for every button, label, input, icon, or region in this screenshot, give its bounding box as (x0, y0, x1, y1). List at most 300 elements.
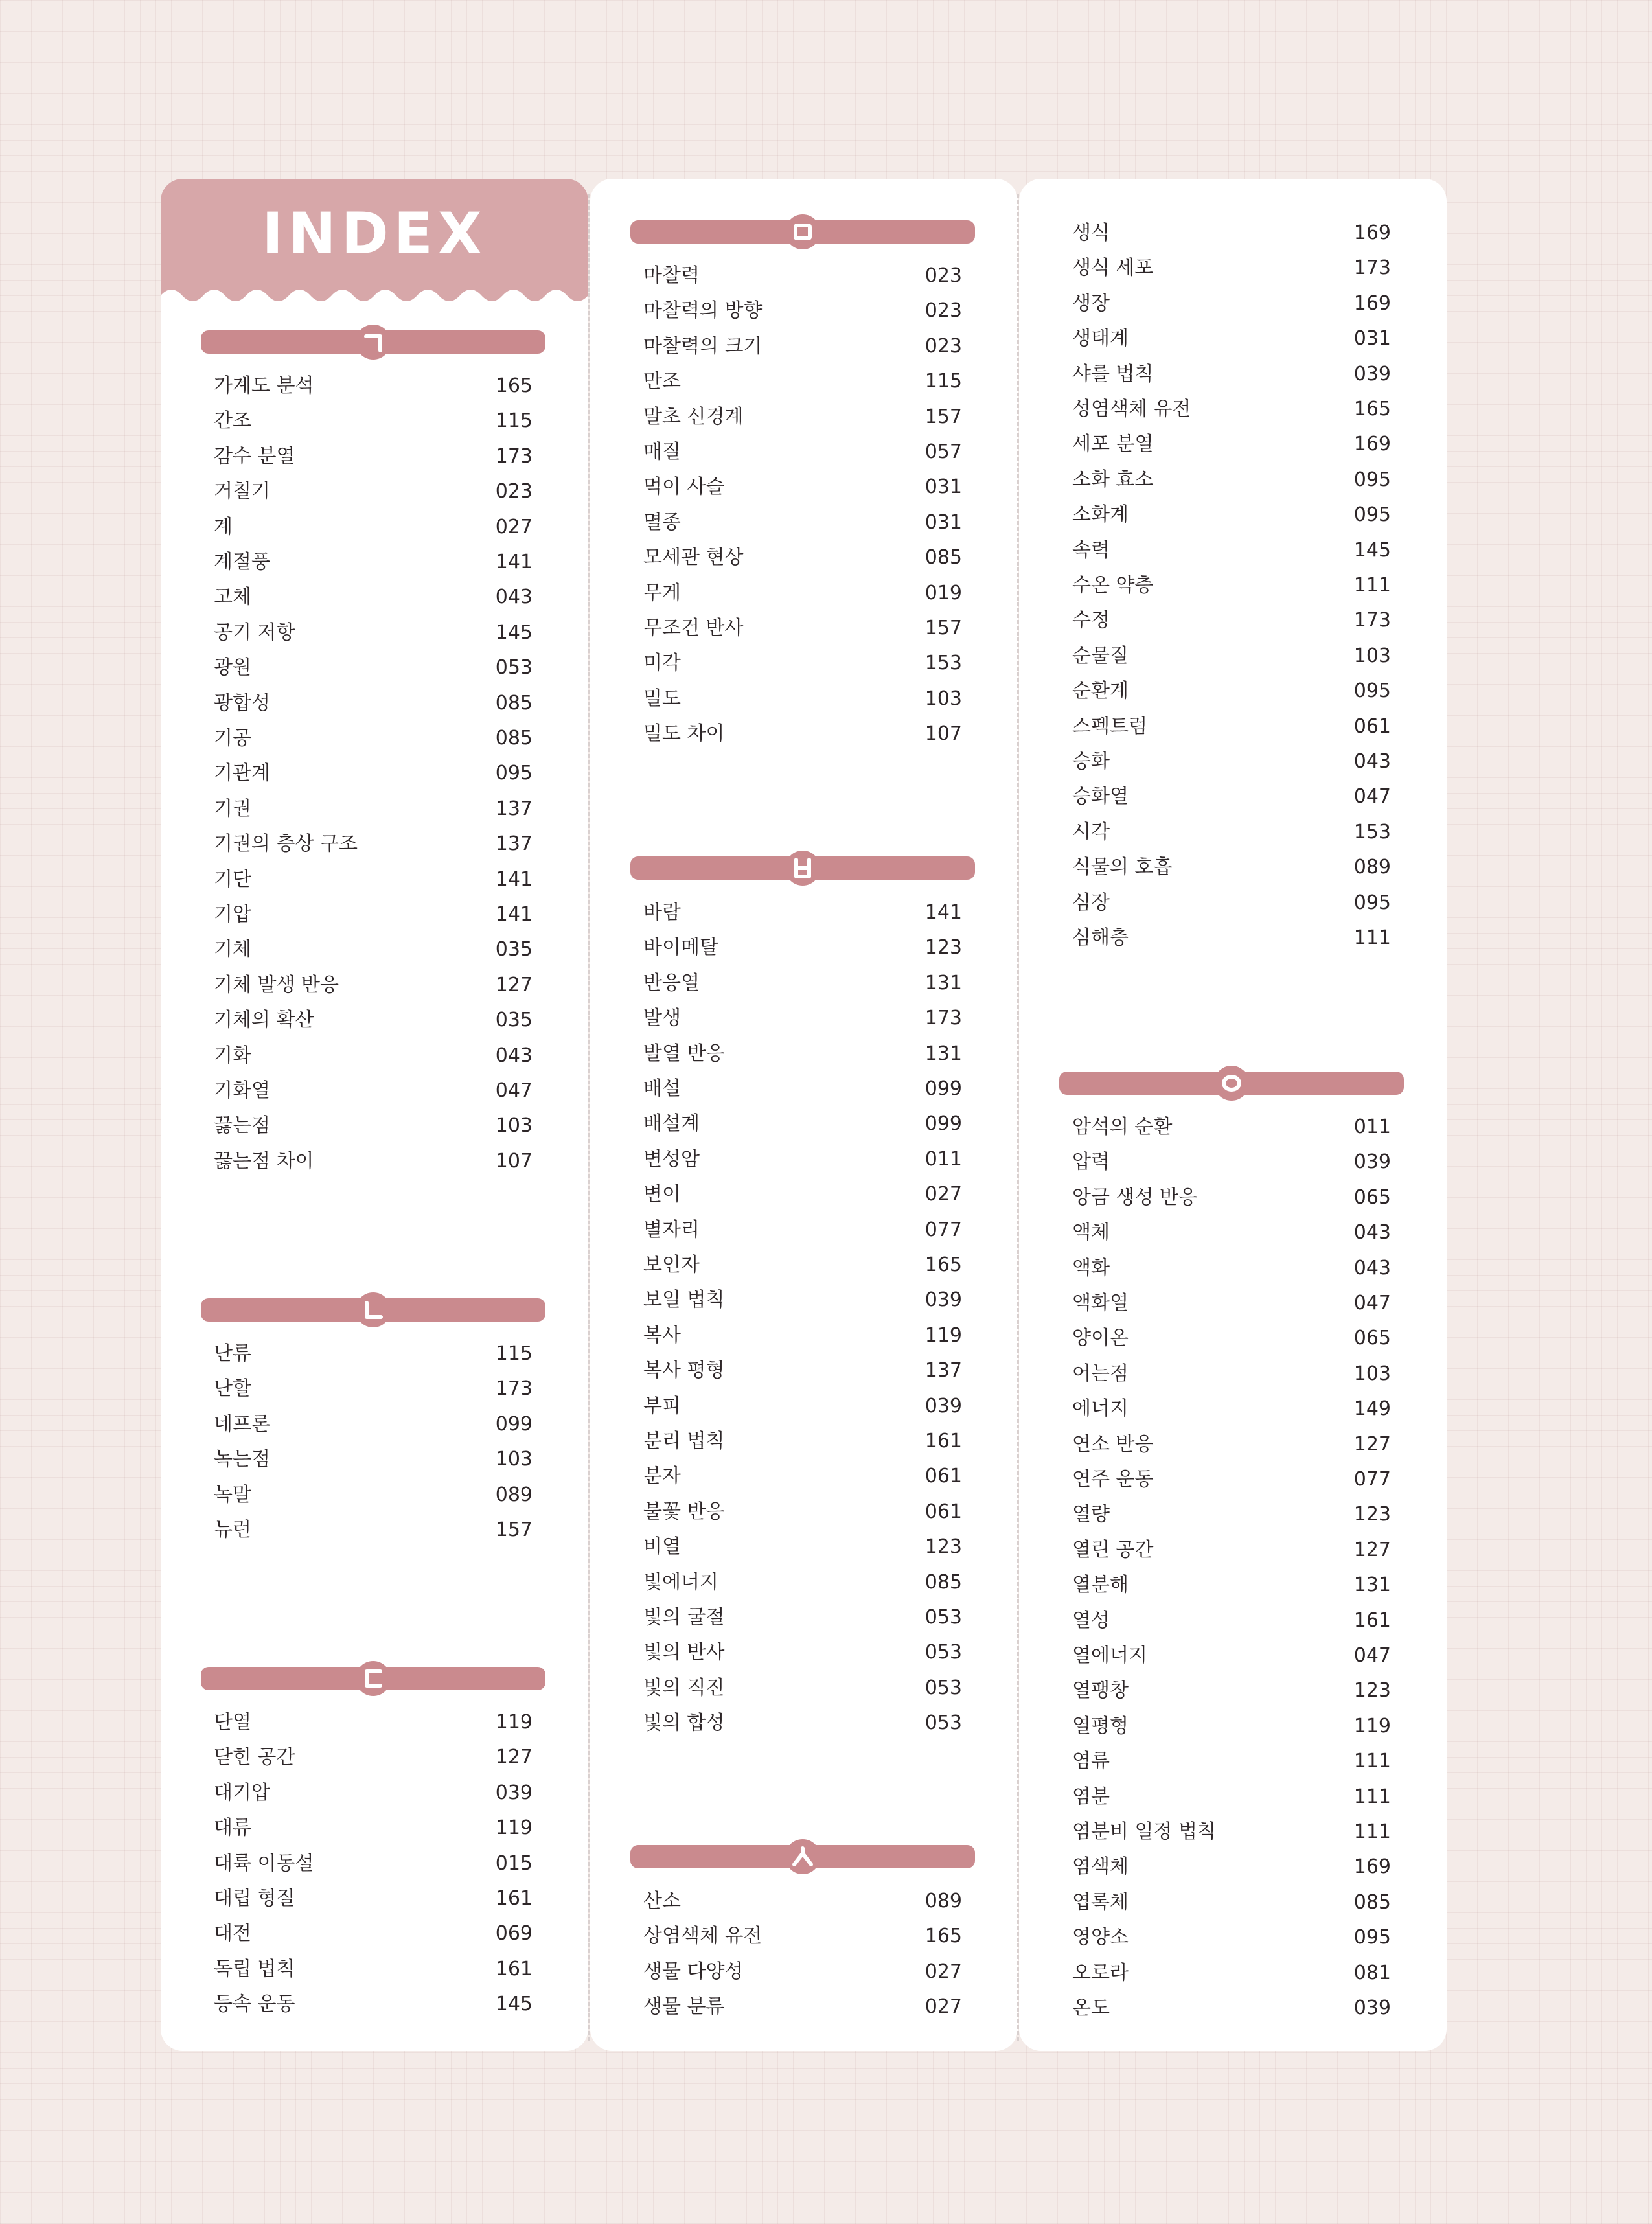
index-entry (1072, 1603, 1391, 1638)
entry-term: 무게 (643, 581, 681, 604)
index-entry (214, 1003, 533, 1038)
entry-page-number: 053 (924, 1712, 962, 1735)
entry-term: 계 (214, 515, 233, 538)
entry-page-number: 023 (495, 480, 533, 503)
entry-page-number: 039 (924, 1394, 962, 1417)
entry-term: 생식 (1072, 222, 1110, 244)
index-entry (643, 1530, 962, 1565)
index-entry (643, 1142, 962, 1177)
index-entry (643, 1248, 962, 1283)
index-entry (643, 1919, 962, 1954)
entry-page-number: 047 (1353, 785, 1391, 808)
index-entry (214, 404, 533, 439)
entry-term: 심해층 (1072, 926, 1129, 949)
index-entry (1072, 251, 1391, 286)
index-entry (214, 439, 533, 474)
entry-term: 수온 약층 (1072, 574, 1154, 597)
entry-page-number: 085 (495, 727, 533, 750)
entry-page-number: 165 (1353, 398, 1391, 420)
entry-term: 수정 (1072, 609, 1110, 632)
entry-term: 산소 (643, 1890, 681, 1912)
entry-page-number: 149 (1353, 1397, 1391, 1421)
entry-page-number: 165 (924, 1925, 962, 1948)
index-entry (643, 1283, 962, 1318)
entry-term: 모세관 현상 (643, 546, 744, 569)
entry-term: 성염색체 유전 (1072, 398, 1191, 420)
entry-page-number: 115 (495, 1342, 533, 1365)
entry-page-number: 157 (924, 617, 962, 639)
entry-page-number: 011 (1353, 1116, 1391, 1138)
index-entry (1072, 1956, 1391, 1991)
entry-page-number: 107 (495, 1149, 533, 1173)
entry-page-number: 039 (1353, 1997, 1391, 2019)
entry-page-number: 031 (1353, 327, 1391, 350)
entry-term: 상염색체 유전 (643, 1925, 763, 1948)
entry-term: 속력 (1072, 538, 1110, 562)
siot-icon (785, 1839, 820, 1874)
entry-term: 난할 (214, 1377, 251, 1401)
entry-page-number: 107 (924, 722, 962, 746)
entry-term: 먹이 사슬 (643, 476, 725, 499)
entry-term: 불꽃 반응 (643, 1500, 725, 1523)
index-entry (643, 1495, 962, 1530)
index-entry (1072, 1780, 1391, 1815)
index-entry (1072, 1815, 1391, 1850)
index-entry (214, 1073, 533, 1108)
index-entry (1072, 779, 1391, 814)
index-entry (214, 686, 533, 721)
entry-page-number: 123 (924, 1535, 962, 1559)
entry-page-number: 095 (495, 762, 533, 785)
index-entry (643, 930, 962, 965)
index-entry (214, 792, 533, 827)
entry-term: 대기압 (214, 1781, 270, 1804)
entry-page-number: 047 (495, 1079, 533, 1102)
entry-page-number: 035 (495, 938, 533, 961)
entry-page-number: 123 (1353, 1679, 1391, 1702)
entry-term: 만조 (643, 370, 681, 393)
index-entry (1072, 1215, 1391, 1250)
entry-page-number: 085 (1353, 1890, 1391, 1914)
entry-term: 대륙 이동설 (214, 1851, 314, 1875)
entry-page-number: 169 (1353, 1855, 1391, 1879)
index-entry (1072, 1180, 1391, 1215)
entry-term: 열린 공간 (1072, 1538, 1154, 1561)
entry-term: 밀도 차이 (643, 722, 725, 746)
index-column-3 (1019, 179, 1447, 2051)
entry-term: 배설 (643, 1077, 681, 1100)
entry-page-number: 035 (495, 1009, 533, 1032)
index-entry (214, 1038, 533, 1073)
entry-page-number: 047 (1353, 1292, 1391, 1314)
index-entry (643, 1389, 962, 1424)
entry-term: 스펙트럼 (1072, 715, 1147, 738)
entry-term: 열팽창 (1072, 1679, 1129, 1702)
entry-term: 마찰력의 방향 (643, 299, 763, 323)
index-entry (214, 1705, 533, 1740)
entry-term: 소화 효소 (1072, 468, 1154, 491)
entry-page-number: 015 (495, 1851, 533, 1875)
entry-term: 기체 발생 반응 (214, 973, 339, 996)
index-entry (214, 721, 533, 756)
index-entry (643, 505, 962, 540)
entry-page-number: 031 (924, 476, 962, 499)
index-entry (1072, 1920, 1391, 1955)
index-entry (1072, 1251, 1391, 1286)
index-entry (643, 400, 962, 435)
entry-page-number: 095 (1353, 1926, 1391, 1949)
entry-page-number: 095 (1353, 503, 1391, 527)
entry-page-number: 145 (495, 621, 533, 644)
entry-page-number: 019 (924, 581, 962, 604)
entry-term: 난류 (214, 1342, 251, 1365)
digeut-icon (356, 1661, 391, 1696)
entry-page-number: 065 (1353, 1327, 1391, 1350)
entry-term: 엽록체 (1072, 1890, 1129, 1914)
giyeok-icon (356, 325, 391, 360)
index-header (161, 179, 588, 289)
index-entry (214, 756, 533, 791)
index-entry (214, 474, 533, 509)
entry-page-number: 023 (924, 264, 962, 287)
entry-page-number: 095 (1353, 468, 1391, 491)
index-entry (214, 1916, 533, 1951)
entry-page-number: 137 (495, 797, 533, 820)
entry-page-number: 111 (1353, 1750, 1391, 1773)
column-divider (588, 194, 590, 2041)
entry-page-number: 119 (924, 1324, 962, 1347)
entry-term: 미각 (643, 652, 681, 675)
section-header-bar (630, 856, 975, 880)
index-entry (1072, 1568, 1391, 1603)
index-entry (1072, 815, 1391, 850)
entry-page-number: 043 (1353, 1256, 1391, 1279)
index-entry (214, 1513, 533, 1548)
index-column-2 (590, 179, 1018, 2051)
index-entry (1072, 921, 1391, 956)
entry-page-number: 119 (495, 1817, 533, 1840)
ieung-icon (1214, 1066, 1249, 1101)
index-entry (1072, 216, 1391, 251)
entry-term: 기권의 층상 구조 (214, 832, 358, 856)
entry-term: 순환계 (1072, 680, 1129, 703)
entry-term: 기압 (214, 903, 251, 926)
index-entry (1072, 321, 1391, 356)
index-entry (643, 1318, 962, 1353)
entry-term: 액화 (1072, 1256, 1110, 1279)
entry-page-number: 043 (1353, 1221, 1391, 1244)
entry-term: 네프론 (214, 1412, 270, 1436)
entry-page-number: 103 (924, 687, 962, 710)
section-header-bar (201, 1667, 545, 1690)
entry-term: 보일 법칙 (643, 1289, 725, 1312)
index-entry (643, 1706, 962, 1741)
entry-term: 반응열 (643, 971, 700, 994)
index-entry (1072, 533, 1391, 568)
entry-term: 연주 운동 (1072, 1468, 1154, 1491)
entry-term: 별자리 (643, 1218, 700, 1241)
entry-term: 대류 (214, 1817, 251, 1840)
index-entry (1072, 850, 1391, 885)
entry-term: 액체 (1072, 1221, 1110, 1244)
entry-page-number: 127 (1353, 1538, 1391, 1561)
entry-term: 닫힌 공간 (214, 1746, 295, 1769)
entry-term: 순물질 (1072, 644, 1129, 667)
section-header-bar (630, 1845, 975, 1868)
entry-page-number: 053 (924, 1641, 962, 1664)
index-entry (643, 1989, 962, 2024)
entry-term: 발생 (643, 1007, 681, 1030)
entry-page-number: 023 (924, 334, 962, 358)
entry-term: 가계도 분석 (214, 374, 314, 397)
entry-page-number: 069 (495, 1922, 533, 1945)
entry-page-number: 145 (1353, 538, 1391, 562)
index-entry (1072, 357, 1391, 392)
column-divider (1017, 194, 1019, 2041)
index-entry (214, 1881, 533, 1916)
entry-term: 생물 분류 (643, 1995, 725, 2019)
index-entry (643, 1001, 962, 1036)
section-header-bar (201, 330, 545, 354)
index-entry (643, 1177, 962, 1212)
entry-term: 멸종 (643, 510, 681, 534)
entry-term: 보인자 (643, 1254, 700, 1276)
entry-page-number: 039 (1353, 362, 1391, 385)
entry-term: 영양소 (1072, 1926, 1129, 1949)
entry-page-number: 043 (495, 586, 533, 609)
entry-page-number: 099 (924, 1112, 962, 1136)
index-entry (1072, 639, 1391, 674)
entry-term: 열량 (1072, 1503, 1110, 1526)
entry-page-number: 095 (1353, 891, 1391, 914)
entry-term: 생태계 (1072, 327, 1129, 350)
entry-page-number: 089 (1353, 856, 1391, 879)
entry-term: 승화 (1072, 750, 1110, 773)
entry-term: 기화 (214, 1044, 251, 1067)
entry-term: 오로라 (1072, 1961, 1129, 1984)
index-entry (1072, 1462, 1391, 1497)
entry-term: 승화열 (1072, 785, 1129, 808)
entry-page-number: 053 (924, 1676, 962, 1699)
index-entry (214, 1987, 533, 2022)
entry-page-number: 085 (924, 1570, 962, 1594)
index-entry (1072, 603, 1391, 638)
entry-term: 발열 반응 (643, 1042, 725, 1065)
entry-term: 열분해 (1072, 1574, 1129, 1597)
entry-term: 기단 (214, 867, 251, 891)
entry-page-number: 039 (924, 1289, 962, 1312)
index-entry (643, 895, 962, 930)
entry-term: 기체 (214, 938, 251, 961)
entry-page-number: 131 (924, 1042, 962, 1065)
entry-term: 녹는점 (214, 1448, 270, 1471)
entry-term: 빛의 직진 (643, 1676, 725, 1699)
entry-page-number: 173 (924, 1007, 962, 1030)
index-entry (214, 1811, 533, 1846)
entry-page-number: 123 (924, 936, 962, 959)
entry-term: 말초 신경계 (643, 405, 744, 428)
index-entry (643, 470, 962, 505)
entry-page-number: 161 (924, 1430, 962, 1452)
entry-term: 기공 (214, 727, 251, 750)
index-entry (643, 1213, 962, 1248)
entry-term: 변성암 (643, 1147, 700, 1171)
entry-term: 밀도 (643, 687, 681, 710)
index-entry (1072, 1850, 1391, 1885)
index-entry (1072, 1673, 1391, 1708)
entry-page-number: 053 (924, 1606, 962, 1629)
entry-term: 간조 (214, 409, 251, 433)
index-entry (1072, 709, 1391, 744)
entry-term: 바람 (643, 901, 681, 924)
index-title: INDEX (262, 200, 487, 267)
index-entry (1072, 1991, 1391, 2026)
index-entry (643, 435, 962, 470)
entry-term: 심장 (1072, 891, 1110, 914)
entry-term: 뉴런 (214, 1519, 251, 1541)
entry-term: 복사 평형 (643, 1359, 725, 1382)
entry-page-number: 169 (1353, 222, 1391, 244)
index-entry (1072, 674, 1391, 709)
entry-term: 대전 (214, 1922, 251, 1945)
index-entry (1072, 463, 1391, 498)
index-entry (1072, 392, 1391, 427)
entry-page-number: 077 (1353, 1468, 1391, 1491)
entry-term: 열에너지 (1072, 1644, 1147, 1667)
index-entry (643, 1353, 962, 1388)
index-entry (1072, 498, 1391, 533)
entry-page-number: 131 (924, 971, 962, 994)
entry-page-number: 111 (1353, 926, 1391, 949)
index-entry (214, 1478, 533, 1513)
entry-term: 연소 반응 (1072, 1432, 1154, 1456)
bieup-icon (785, 851, 820, 886)
entry-page-number: 103 (495, 1114, 533, 1138)
entry-page-number: 103 (495, 1448, 533, 1471)
index-entry (643, 1635, 962, 1670)
entry-term: 기관계 (214, 762, 270, 785)
entry-term: 감수 분열 (214, 444, 295, 468)
entry-term: 앙금 생성 반응 (1072, 1186, 1197, 1209)
index-entry (643, 1671, 962, 1706)
index-entry (214, 1108, 533, 1143)
index-entry (1072, 1709, 1391, 1744)
index-entry (1072, 1286, 1391, 1321)
entry-term: 변이 (643, 1183, 681, 1206)
index-entry (643, 1955, 962, 1989)
index-entry (214, 897, 533, 932)
index-entry (214, 580, 533, 615)
entry-page-number: 043 (495, 1044, 533, 1067)
index-entry (1072, 1357, 1391, 1392)
index-entry (214, 1371, 533, 1406)
section-header-bar (1059, 1072, 1404, 1095)
index-entry (643, 540, 962, 575)
entry-page-number: 065 (1353, 1186, 1391, 1209)
entry-page-number: 099 (924, 1077, 962, 1100)
entry-page-number: 153 (1353, 820, 1391, 843)
index-entry (214, 968, 533, 1003)
entry-page-number: 027 (495, 515, 533, 538)
entry-page-number: 145 (495, 1993, 533, 2016)
entry-page-number: 043 (1353, 750, 1391, 773)
entry-term: 단열 (214, 1711, 251, 1734)
index-entry (643, 258, 962, 293)
entry-term: 기화열 (214, 1079, 270, 1102)
entry-page-number: 157 (924, 405, 962, 428)
entry-term: 온도 (1072, 1997, 1110, 2019)
index-entry (214, 369, 533, 404)
entry-page-number: 173 (495, 444, 533, 468)
index-entry (1072, 1497, 1391, 1532)
index-entry (214, 510, 533, 545)
index-entry (643, 682, 962, 716)
entry-term: 끓는점 (214, 1114, 270, 1138)
entry-page-number: 027 (924, 1960, 962, 1983)
section-header-bar (630, 220, 975, 244)
entry-page-number: 157 (495, 1519, 533, 1541)
entry-page-number: 057 (924, 441, 962, 463)
index-entry (643, 1072, 962, 1106)
entry-term: 녹말 (214, 1483, 251, 1506)
entry-term: 분자 (643, 1465, 681, 1488)
entry-term: 생장 (1072, 292, 1110, 315)
entry-page-number: 173 (495, 1377, 533, 1401)
index-entry (1072, 1392, 1391, 1427)
entry-term: 염분비 일정 법칙 (1072, 1820, 1216, 1843)
index-entry (1072, 1145, 1391, 1180)
entry-page-number: 127 (495, 973, 533, 996)
entry-page-number: 115 (924, 370, 962, 393)
entry-page-number: 111 (1353, 1820, 1391, 1843)
entry-page-number: 085 (924, 546, 962, 569)
mieum-icon (785, 214, 820, 249)
index-entry (643, 1884, 962, 1919)
index-entry (214, 615, 533, 650)
entry-page-number: 095 (1353, 680, 1391, 703)
entry-page-number: 127 (495, 1746, 533, 1769)
entry-term: 거칠기 (214, 480, 270, 503)
entry-page-number: 089 (495, 1483, 533, 1506)
entry-term: 암석의 순환 (1072, 1116, 1173, 1138)
index-entry (1072, 886, 1391, 921)
entry-term: 빛의 반사 (643, 1641, 725, 1664)
entry-page-number: 119 (1353, 1714, 1391, 1737)
entry-term: 시각 (1072, 820, 1110, 843)
entry-term: 비열 (643, 1535, 681, 1559)
entry-term: 생식 세포 (1072, 257, 1154, 280)
index-entry (643, 716, 962, 751)
nieun-icon (356, 1292, 391, 1327)
entry-page-number: 085 (495, 691, 533, 715)
entry-term: 마찰력의 크기 (643, 334, 763, 358)
entry-term: 소화계 (1072, 503, 1129, 527)
entry-term: 고체 (214, 586, 251, 609)
entry-page-number: 141 (495, 867, 533, 891)
entry-page-number: 103 (1353, 1362, 1391, 1385)
entry-term: 기권 (214, 797, 251, 820)
index-entry (643, 293, 962, 328)
entry-page-number: 053 (495, 656, 533, 680)
entry-term: 마찰력 (643, 264, 700, 287)
entry-term: 복사 (643, 1324, 681, 1347)
entry-term: 염분 (1072, 1785, 1110, 1808)
entry-page-number: 161 (1353, 1609, 1391, 1632)
entry-term: 생물 다양성 (643, 1960, 744, 1983)
entry-page-number: 039 (495, 1781, 533, 1804)
index-entry (214, 1846, 533, 1881)
entry-page-number: 137 (495, 832, 533, 856)
